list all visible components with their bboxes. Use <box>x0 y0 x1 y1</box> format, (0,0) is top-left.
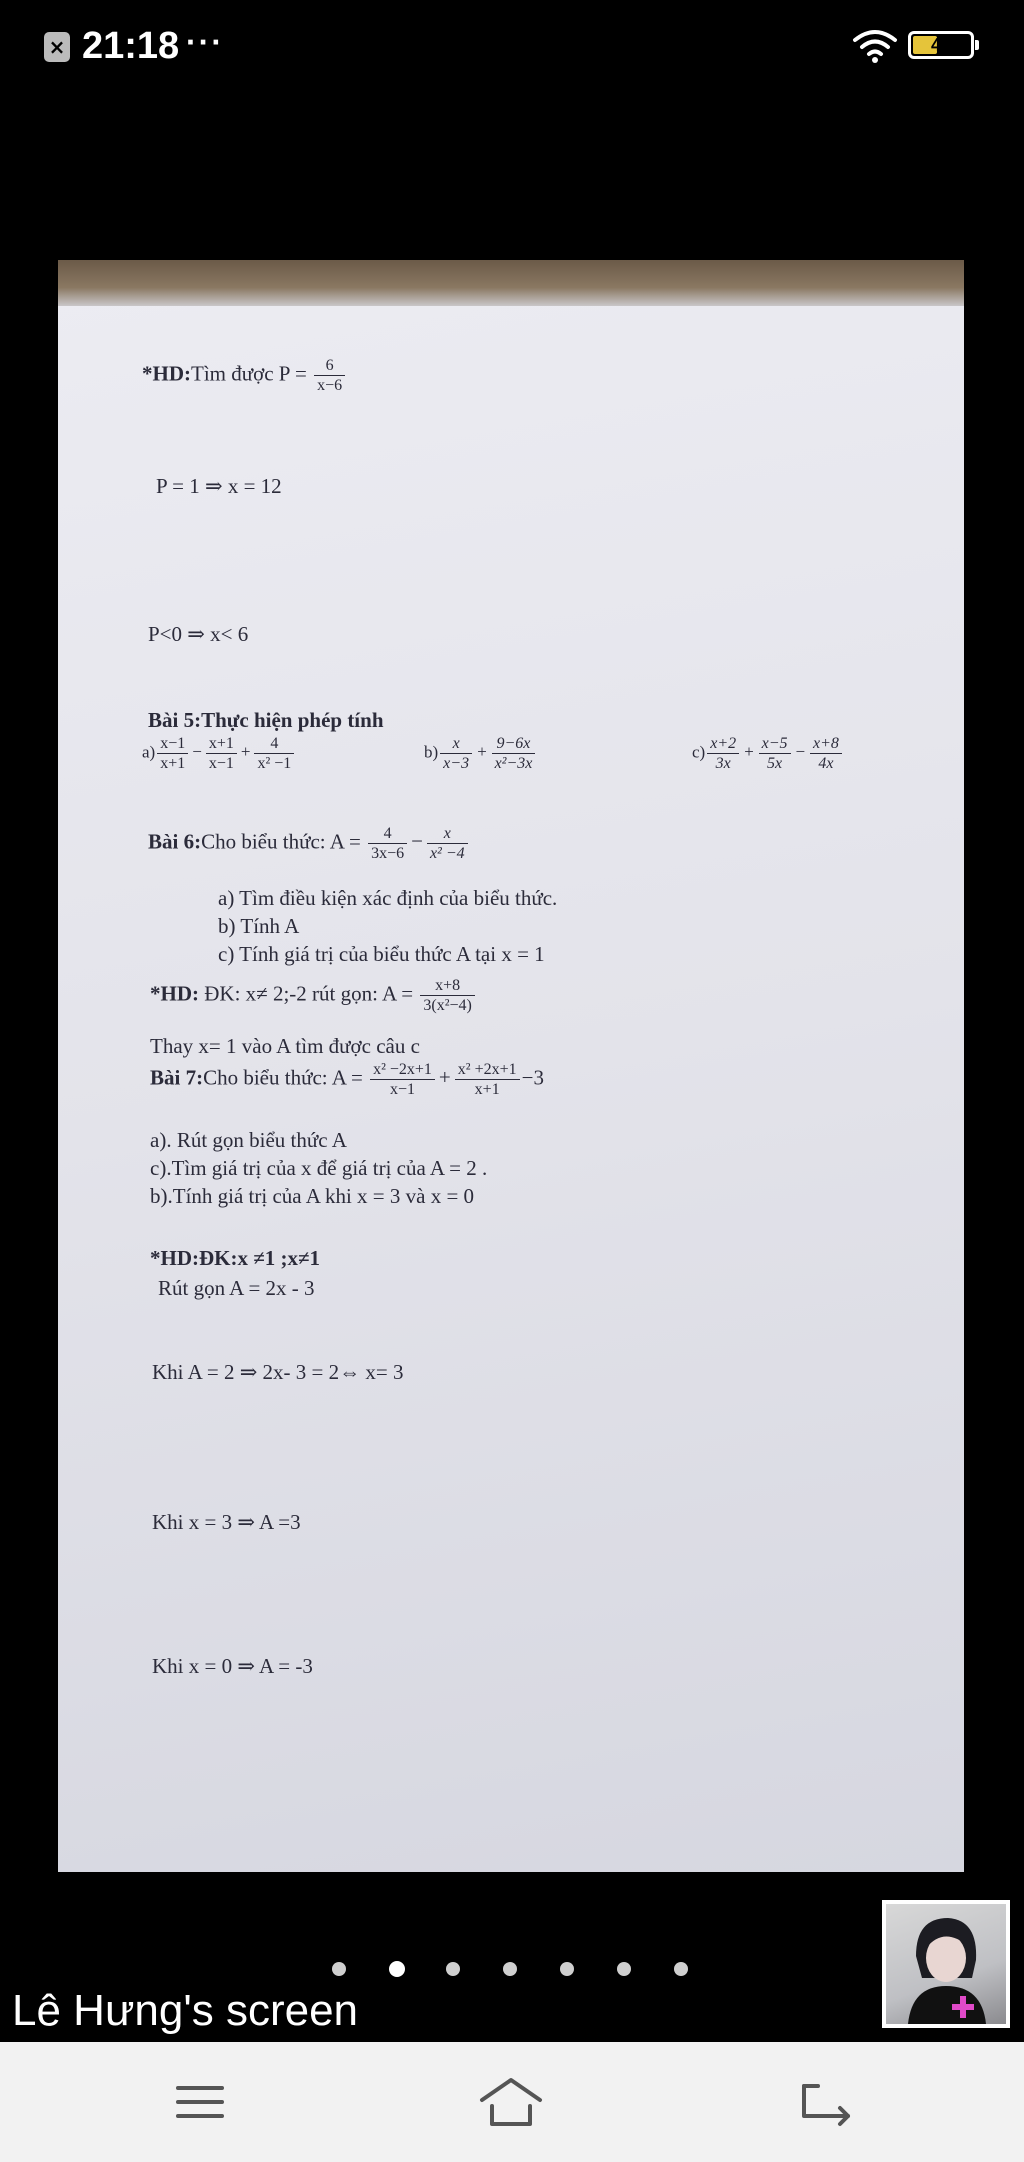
fraction <box>810 734 842 773</box>
document-page <box>58 260 964 1872</box>
fraction <box>427 824 468 863</box>
page-dot[interactable] <box>503 1962 517 1976</box>
fraction <box>370 1060 435 1099</box>
bai6-title: Bài 6: <box>148 829 202 854</box>
bai5-part-a <box>142 734 296 773</box>
bai5-part-c <box>692 734 844 773</box>
fraction <box>368 824 407 863</box>
page-dot[interactable] <box>332 1962 346 1976</box>
operator: + <box>438 1065 451 1090</box>
fraction <box>707 734 739 773</box>
participant-avatar[interactable] <box>882 1900 1010 2028</box>
fraction-denominator: x−1 <box>206 753 237 773</box>
back-icon[interactable] <box>796 2072 856 2132</box>
bai5-title: Bài 5:Thực hiện phép tính <box>148 708 384 732</box>
fraction-numerator: 4 <box>383 825 392 842</box>
bai6-intro: Cho biểu thức: A = <box>201 829 361 854</box>
fraction-numerator: x+8 <box>435 977 461 994</box>
line-p-less-0: P<0 ⇒ x< 6 <box>148 622 249 646</box>
fraction-denominator: x² −1 <box>254 753 294 773</box>
hd-line-1 <box>142 356 347 395</box>
line-p-equals-1: P = 1 ⇒ x = 12 <box>156 474 282 498</box>
navigation-bar <box>0 2042 1024 2162</box>
battery-level: 44 <box>930 35 952 55</box>
operator: − <box>411 829 423 854</box>
operator: + <box>476 742 488 762</box>
bai7-khi-2: Khi x = 3 ⇒ A =3 <box>152 1510 301 1534</box>
fraction-denominator: 3(x²−4) <box>420 995 474 1015</box>
bai7-hint: *HD:ĐK:x ≠1 ;x≠1 <box>150 1246 321 1270</box>
fraction <box>492 734 536 773</box>
wifi-icon <box>852 28 898 64</box>
page-dot[interactable] <box>446 1962 460 1976</box>
fraction-numerator: x <box>452 735 460 752</box>
status-bar <box>0 0 1024 96</box>
hd-label: *HD: <box>142 361 191 386</box>
hd-label: *HD: <box>150 981 199 1006</box>
bai5-a-label: a) <box>142 742 156 762</box>
bai5-b-expression <box>438 735 537 772</box>
bai7-question-a: a). Rút gọn biểu thức A <box>150 1128 347 1152</box>
home-icon[interactable] <box>478 2072 544 2132</box>
fraction-denominator: 3x <box>707 753 739 773</box>
bai5-a-expression <box>155 735 296 772</box>
bai7-statement <box>150 1060 544 1099</box>
bai7-khi-1: Khi A = 2 ⇒ 2x- 3 = 2⇔ x= 3 <box>152 1360 404 1384</box>
notification-close-icon: × <box>44 32 70 62</box>
fraction-numerator: 6 <box>325 357 334 374</box>
fraction-numerator: 9−6x <box>496 735 531 752</box>
fraction <box>206 734 237 773</box>
bai7-question-c: c).Tìm giá trị của x để giá trị của A = 2 . <box>150 1156 488 1180</box>
fraction-denominator: x+1 <box>455 1079 520 1099</box>
fraction-numerator: 4 <box>270 735 279 752</box>
fraction-denominator: x−3 <box>440 753 472 773</box>
screen-owner-label: Lê Hưng's screen <box>12 1986 359 2035</box>
bai7-khi-3: Khi x = 0 ⇒ A = -3 <box>152 1654 313 1678</box>
operator: + <box>240 742 251 762</box>
bai7-intro: Cho biểu thức: A = <box>203 1065 363 1090</box>
fraction-denominator: x² −4 <box>427 843 468 863</box>
page-dot[interactable] <box>617 1962 631 1976</box>
fraction-denominator: 3x−6 <box>368 843 407 863</box>
fraction-numerator: x+1 <box>208 735 234 752</box>
fraction-numerator: x+8 <box>813 735 839 752</box>
fraction <box>254 734 294 773</box>
bai6-question-a: a) Tìm điều kiện xác định của biểu thức. <box>218 886 558 910</box>
bai6-thay: Thay x= 1 vào A tìm được câu c <box>150 1034 420 1058</box>
bai5-part-b <box>424 734 537 773</box>
bai5-c-label: c) <box>692 742 706 762</box>
bai7-rut-gon: Rút gọn A = 2x - 3 <box>158 1276 315 1300</box>
shared-screen-view[interactable] <box>58 260 964 1872</box>
fraction-numerator: x <box>443 825 451 842</box>
fraction-denominator: 5x <box>759 753 791 773</box>
fraction-numerator: x² −2x+1 <box>373 1061 432 1078</box>
bai6-statement <box>148 824 470 863</box>
fraction <box>455 1060 520 1099</box>
operator: − <box>794 742 806 762</box>
fraction-denominator: x−6 <box>314 375 345 395</box>
operator: − <box>192 742 202 762</box>
hd-text: ĐK: x≠ 2;-2 rút gọn: A = <box>204 981 414 1006</box>
expression-tail: −3 <box>521 1065 544 1090</box>
page-dot[interactable] <box>389 1961 405 1977</box>
bai6-hint <box>150 976 477 1015</box>
bai6-question-c: c) Tính giá trị của biểu thức A tại x = 1 <box>218 942 545 966</box>
fraction-denominator: x²−3x <box>492 753 536 773</box>
battery-icon <box>908 31 974 59</box>
page-dot[interactable] <box>560 1962 574 1976</box>
fraction <box>759 734 791 773</box>
operator: + <box>743 742 755 762</box>
fraction-numerator: x−5 <box>761 735 788 752</box>
bai7-question-b: b).Tính giá trị của A khi x = 3 và x = 0 <box>150 1184 475 1208</box>
page-dot[interactable] <box>674 1962 688 1976</box>
menu-icon[interactable] <box>170 2072 230 2132</box>
fraction-numerator: x−1 <box>160 735 186 752</box>
fraction <box>420 976 474 1015</box>
fraction-denominator: x−1 <box>370 1079 435 1099</box>
avatar-portrait-icon <box>886 1904 1006 2024</box>
fraction-denominator: x+1 <box>157 753 188 773</box>
more-notifications-indicator: ··· <box>186 24 224 60</box>
fraction <box>157 734 188 773</box>
fraction-numerator: x+2 <box>710 735 737 752</box>
fraction-denominator: 4x <box>810 753 842 773</box>
status-time: 21:18 <box>82 25 180 67</box>
bai5-c-expression <box>705 735 844 772</box>
bai5-b-label: b) <box>424 742 439 762</box>
page-indicator-dots[interactable] <box>332 1960 702 1980</box>
bai6-question-b: b) Tính A <box>218 914 300 938</box>
fraction <box>440 734 472 773</box>
hd-text: Tìm được P = <box>191 361 307 386</box>
fraction <box>314 356 345 395</box>
bai7-title: Bài 7: <box>150 1065 204 1090</box>
fraction-numerator: x² +2x+1 <box>457 1061 517 1078</box>
